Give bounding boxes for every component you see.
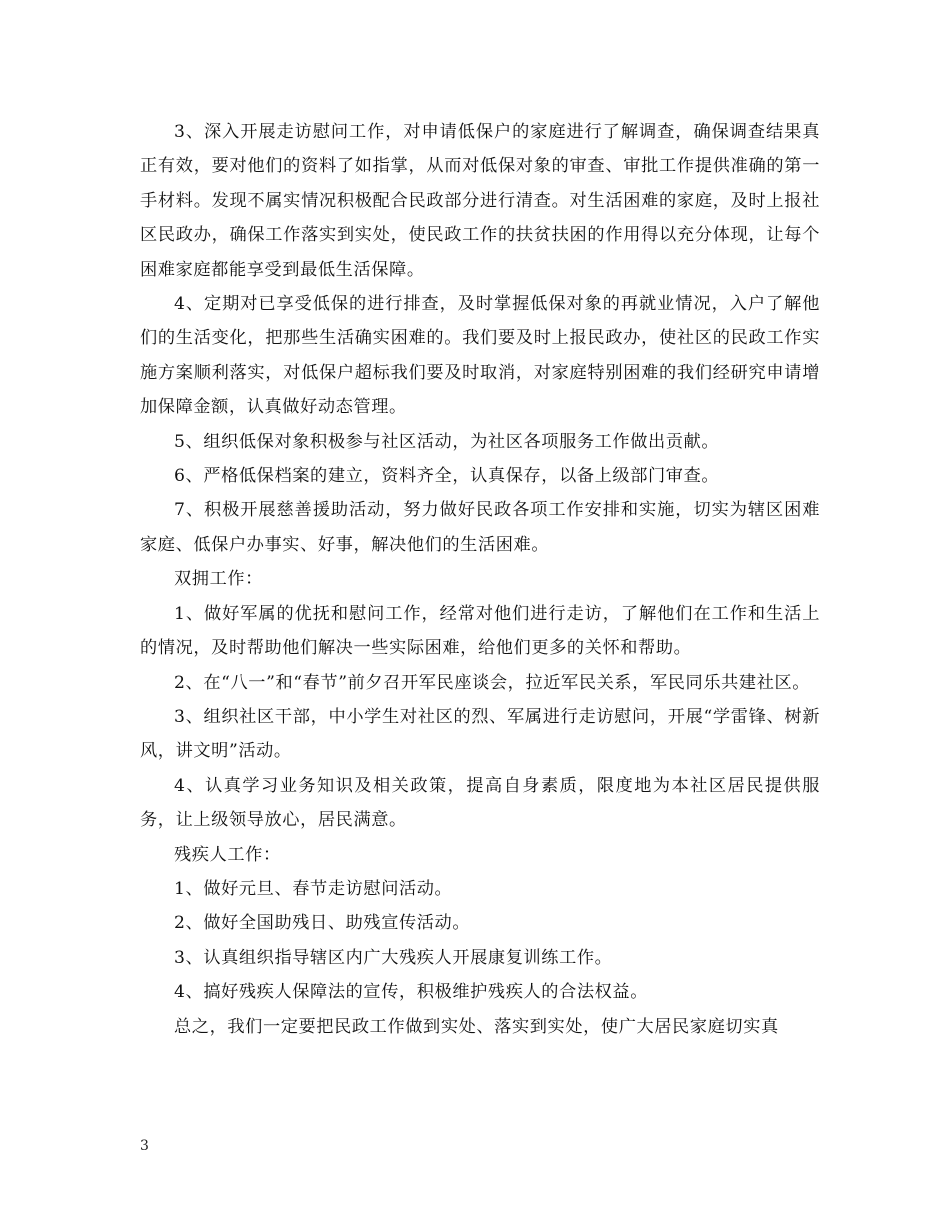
paragraph-disabled-4: 4、搞好残疾人保障法的宣传，积极维护残疾人的合法权益。 [174,982,649,1003]
paragraph-conclusion: 总之，我们一定要把民政工作做到实处、落实到实处，使广大居民家庭切实真 [174,1016,779,1037]
section-heading-double-support: 双拥工作： [174,569,263,590]
paragraph-lowincome-7: 7、积极开展慈善援助活动，努力做好民政各项工作安排和实施，切实为辖区困难家庭、低保户办事实、好事，解决他们的生活困难。 [140,500,820,555]
paragraph-double-support-1: 1、做好军属的优抚和慰问工作，经常对他们进行走访，了解他们在工作和生活上的情况，及时帮助他们解决一些实际困难，给他们更多的关怀和帮助。 [140,603,820,659]
paragraph-lowincome-5: 5、组织低保对象积极参与社区活动，为社区各项服务工作做出贡献。 [174,431,720,452]
paragraph-lowincome-4: 4、定期对已享受低保的进行排查，及时掌握低保对象的再就业情况，入户了解他们的生活变化，把那些生活确实困难的。我们要及时上报民政办，使社区的民政工作实施方案顺利落实，对低保户超标我们要及时取消，对家庭特别困难的我们经研究申请增加保障金额，认真做好动态管理。 [140,294,820,418]
section-heading-disabled: 残疾人工作： [174,844,281,865]
page-number: 3 [140,1138,149,1154]
paragraph-double-support-4: 4、认真学习业务知识及相关政策，提高自身素质，限度地为本社区居民提供服务，让上级领导放心，居民满意。 [140,775,820,831]
paragraph-lowincome-6: 6、严格低保档案的建立，资料齐全，认真保存，以备上级部门审查。 [174,466,720,487]
paragraph-lowincome-3: 3、深入开展走访慰问工作，对申请低保户的家庭进行了解调查，确保调查结果真正有效，要对他们的资料了如指掌，从而对低保对象的审查、审批工作提供准确的第一手材料。发现不属实情况积极配合民政部分进行清查。对生活困难的家庭，及时上报社区民政办，确保工作落实到实处，使民政工作的扶贫扶困的作用得以充分体现，让每个困难家庭都能享受到最低生活保障。 [140,122,820,280]
paragraph-disabled-1: 1、做好元旦、春节走访慰问活动。 [174,878,453,899]
paragraph-disabled-3: 3、认真组织指导辖区内广大残疾人开展康复训练工作。 [174,947,613,968]
paragraph-double-support-2: 2、在“八一”和“春节”前夕召开军民座谈会，拉近军民关系，军民同乐共建社区。 [174,672,811,693]
paragraph-double-support-3: 3、组织社区干部，中小学生对社区的烈、军属进行走访慰问，开展“学雷锋、树新风，讲文明”活动。 [140,706,820,762]
page-body [140,115,820,1044]
paragraph-disabled-2: 2、做好全国助残日、助残宣传活动。 [174,913,471,934]
